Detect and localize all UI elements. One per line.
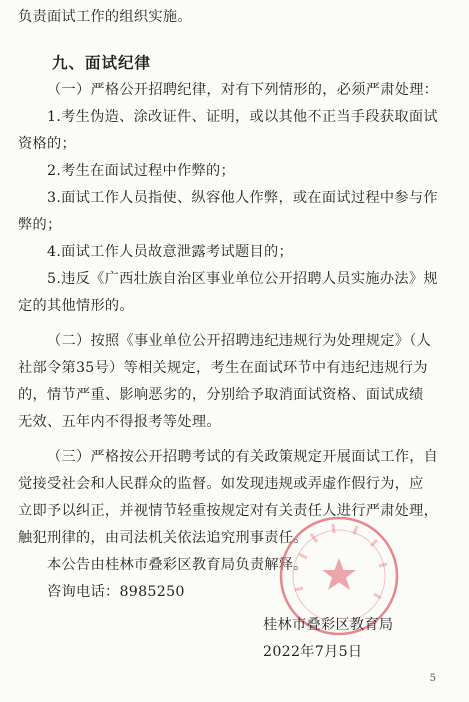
paragraph-line: 1.考生伪造、涂改证件、证明，或以其他不正当手段获取面试 bbox=[47, 109, 438, 125]
signature-organization: 桂林市叠彩区教育局 bbox=[263, 617, 394, 633]
paragraph-line: （二）按照《事业单位公开招聘违纪违规行为处理规定》（人 bbox=[47, 333, 432, 349]
paragraph-line: 4.面试工作人员故意泄露考试题目的； bbox=[47, 244, 293, 260]
paragraph-line: 资格的； bbox=[18, 136, 76, 152]
paragraph-line: 觉接受社会和人民群众的监督。如发现违规或弄虚作假行为，应 bbox=[18, 476, 424, 492]
paragraph-line: 定的其他情形的。 bbox=[18, 298, 134, 314]
paragraph-line: （三）严格按公开招聘考试的有关政策规定开展面试工作，自 bbox=[47, 449, 439, 465]
paragraph-line: 弊的； bbox=[18, 217, 62, 233]
paragraph-line: 无效、五年内不得报考等处理。 bbox=[18, 414, 221, 430]
paragraph-line: 5.违反《广西壮族自治区事业单位公开招聘人员实施办法》规 bbox=[47, 271, 438, 287]
contact-phone: 咨询电话：8985250 bbox=[47, 584, 185, 600]
paragraph-line: 立即予以纠正，并视情节轻重按规定对有关责任人进行严肃处理， bbox=[18, 503, 439, 519]
paragraph-line: 社部令第35号）等相关规定，考生在面试环节中有违纪违规行为 bbox=[18, 360, 428, 376]
section-title: 九、面试纪律 bbox=[52, 54, 152, 72]
paragraph-line: （一）严格公开招聘纪律，对有下列情形的，必须严肃处理： bbox=[47, 82, 439, 98]
paragraph-line: 本公告由桂林市叠彩区教育局负责解释。 bbox=[47, 557, 308, 573]
page-number: 5 bbox=[429, 673, 436, 684]
paragraph-line: 2.考生在面试过程中作弊的； bbox=[47, 163, 235, 179]
paragraph-line: 3.面试工作人员指使、纵容他人作弊，或在面试过程中参与作 bbox=[47, 190, 438, 206]
seal-star bbox=[322, 558, 356, 590]
paragraph-line: 的，情节严重、影响恶劣的，分别给予取消面试资格、面试成绩 bbox=[18, 387, 424, 403]
seal-arc-marks bbox=[295, 524, 387, 598]
lead-line: 负责面试工作的组织实施。 bbox=[18, 9, 192, 25]
paragraph-line: 触犯刑律的，由司法机关依法追究刑事责任。 bbox=[18, 530, 308, 546]
signature-date: 2022年7月5日 bbox=[263, 644, 363, 660]
